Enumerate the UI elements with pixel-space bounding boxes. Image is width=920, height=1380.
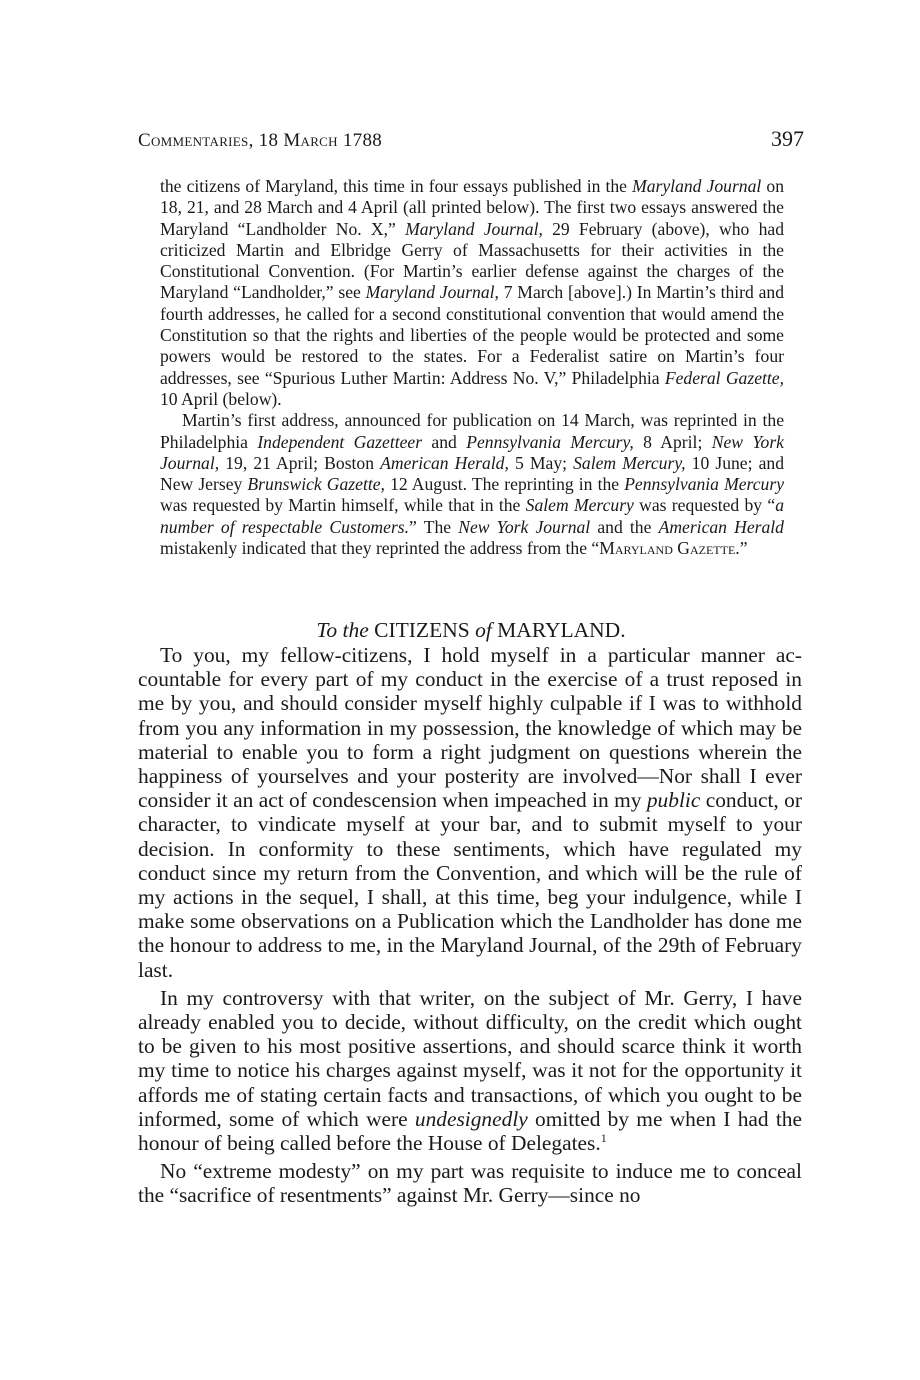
italic-title: American Herald, <box>380 452 509 473</box>
text-run: conduct, or character, to vindicate myself at your bar, and to submit myself to your decision. In conformity to these sentiments, which have regulated my conduct since my return from the Convention, and which will be the rule of my actions in the sequel, I shall, at this time, beg your indulgence, while I make some observations on a Publication which the Landholder has done me the honour to address to me, in the Maryland Journal, of the 29th of February last. <box>138 788 802 982</box>
italic-quote: a number of respectable Customers. <box>160 495 784 537</box>
italic-title: Federal Gazette, <box>664 367 784 388</box>
page-number: 397 <box>771 126 804 151</box>
title-part: MARYLAND. <box>491 618 626 642</box>
text-run: 7 March [above].) In Martin’s third and fourth addresses, he called for a second constitutional convention that would amend the Constitution so that the rights and liberties of the people would be protected and some powers would be restored to the states. For a Federalist satire on Martin’s four addresses, see “Spurious Luther Martin: Address No. V,” Philadelphia <box>160 282 785 388</box>
italic-title: New York Journal, <box>160 431 784 473</box>
text-run: ” The <box>409 516 459 537</box>
headnote-paragraph <box>160 176 784 410</box>
text-run: and <box>422 431 467 452</box>
text-run: was requested by “ <box>633 495 776 516</box>
text-run: 5 May; <box>508 452 574 473</box>
footnote-marker[interactable]: 1 <box>600 1130 607 1145</box>
text-run: 12 August. The reprinting in the <box>384 474 625 495</box>
body-paragraph <box>138 986 802 1155</box>
headnote-paragraph <box>160 410 784 559</box>
small-caps-title: Maryland Gazette <box>599 538 736 559</box>
italic-title: American Herald <box>658 516 784 537</box>
text-run: 29 February (above), who had criticized Martin and Elbridge Gerry of Massachusetts for their activities in the Constitutional Convention. (For Martin’s earlier defense against the charges of the Maryland “Landholder,” see <box>160 218 784 303</box>
italic-title: Independent Gazetteer <box>257 431 423 452</box>
text-run: and the <box>590 516 659 537</box>
text-run: .” <box>735 538 748 559</box>
text-run: the citizens of Maryland, this time in four essays published in the <box>160 176 633 196</box>
text-run: 10 June; and New Jersey <box>160 452 785 495</box>
italic-title: Pennsylvania Mercury <box>624 474 785 495</box>
text-run: No “extreme modesty” on my part was requisite to induce me to conceal the “sacrifice of resentments” against Mr. Gerry—since no <box>138 1159 802 1208</box>
running-title: Commentaries, 18 March 1788 <box>138 130 383 151</box>
text-run: 8 April; <box>633 431 712 452</box>
italic-title: Pennsylvania Mercury, <box>466 431 634 452</box>
italic-title: Salem Mercury <box>525 495 634 516</box>
editorial-headnote <box>160 176 784 559</box>
text-run: 10 April (below). <box>160 388 282 409</box>
italic-title: Maryland Journal <box>632 176 762 196</box>
body-paragraph <box>138 1159 802 1207</box>
italic-title: Salem Mercury, <box>573 452 686 473</box>
text-run: was requested by Martin himself, while that in the <box>160 495 526 516</box>
address-body <box>138 643 802 1212</box>
title-italic-part: of <box>475 618 492 642</box>
running-head <box>138 126 804 152</box>
text-run: Martin’s first address, announced for publication on 14 March, was reprinted in the Philadelphia <box>160 410 784 452</box>
italic-title: Brunswick Gazette, <box>247 474 385 495</box>
title-italic-part: To the <box>316 618 369 642</box>
body-paragraph <box>138 643 802 982</box>
text-run: mistakenly indicated that they reprinted the address from the “ <box>160 538 600 559</box>
italic-title: Maryland Journal, <box>405 218 543 239</box>
text-run: In my controversy with that writer, on the subject of Mr. Gerry, I have already enabled you to decide, without difficulty, on the credit which ought to be given to his most positive assertions, and should scarce think it worth my time to notice his charges against myself, was it not for the opportunity it affords me of stating certain facts and transactions, of which you ought to be informed, some of which were <box>138 985 802 1131</box>
title-part: CITIZENS <box>368 618 476 642</box>
text-run: To you, my fellow-citizens, I hold myself in a particular manner accountable for every part of my conduct in the exercise of a trust reposed in me by you, and should consider myself highly culpable if I was to withhold from you any information in my possession, the knowledge of which may be material to enable you to form a right judgment on questions wherein the happiness of yourselves and your posterity are involved—Nor shall I ever consider it an act of condescension when impeached in my <box>138 643 802 813</box>
text-run: on 18, 21, and 28 March and 4 April (all printed below). The first two essays answered the Maryland “Landholder No. X,” <box>160 176 784 239</box>
italic-title: New York Journal <box>458 516 591 537</box>
text-run: omitted by me when I had the honour of being called before the House of Delegates. <box>138 1106 802 1156</box>
address-title <box>138 618 804 643</box>
italic-word: public <box>646 788 701 813</box>
italic-title: Maryland Journal, <box>365 282 499 303</box>
text-run: 19, 21 April; Boston <box>219 452 381 473</box>
italic-word: undesignedly <box>414 1106 528 1131</box>
